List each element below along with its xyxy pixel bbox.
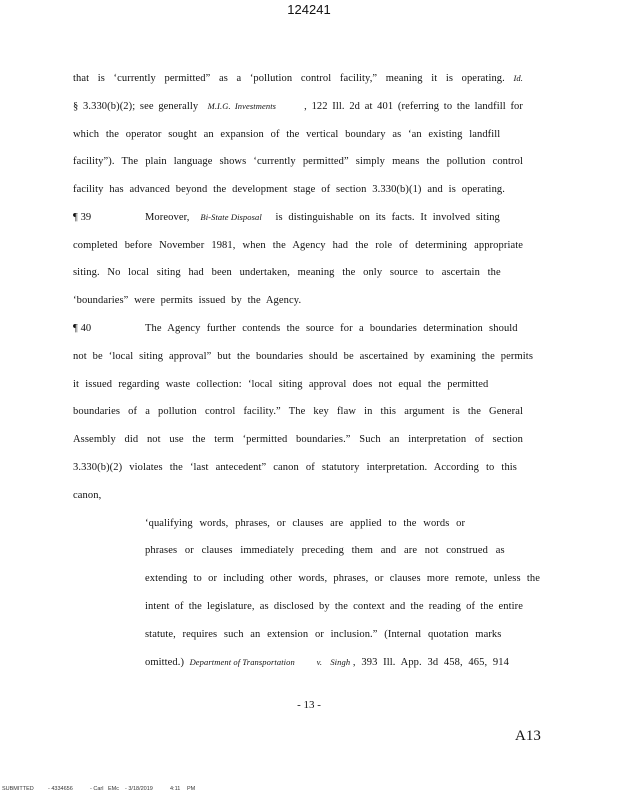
case-number-header: 124241 [287, 2, 331, 17]
footer-date: - 3/18/2019 [125, 786, 153, 792]
body-line-1: that is ‘currently permitted” as a ‘pollution control facility,” meaning it is operating. Id. [73, 73, 523, 84]
paragraph-number: ¶ 39 [73, 212, 92, 223]
body-line-4: facility”). The plain language shows ‘currently permitted” simply means the pollution control [73, 156, 523, 167]
citation: Department of Transportation [189, 657, 295, 667]
body-line-16: canon, [73, 490, 102, 501]
paragraph-40-line: ¶ 40 The Agency further contends the source for a boundaries determination should [73, 323, 518, 334]
citation: Singh [330, 657, 351, 667]
citation: Bi-State Disposal [200, 212, 262, 222]
paragraph-39-line: ¶ 39 Moreover, Bi-State Disposal is distinguishable on its facts. It involved siting [73, 212, 500, 223]
body-line-7: completed before November 1981, when the Agency had the role of determining appropriate [73, 240, 523, 251]
paragraph-number: ¶ 40 [73, 323, 92, 334]
footer-user: - Carl [90, 786, 104, 792]
body-line-11: not be ‘local siting approval” but the boundaries should be ascertained by examining the permits [73, 351, 533, 362]
footer-time: 4:11 [170, 786, 181, 792]
footer-editor: EMc [108, 786, 119, 792]
body-line-8: siting. No local siting had been undertaken, meaning the only source to ascertain the [73, 267, 501, 278]
citation: M.I.G. Investments [207, 101, 277, 111]
body-line-5: facility has advanced beyond the development stage of section 3.330(b)(1) and is operating. [73, 184, 505, 195]
quote-line-2: phrases or clauses immediately preceding them and are not construed as [145, 545, 505, 556]
body-line-9: ‘boundaries” were permits issued by the Agency. [73, 295, 302, 306]
exhibit-label: A13 [515, 728, 541, 744]
body-line-2: § 3.330(b)(2); see generally M.I.G. Investments , 122 Ill. 2d at 401 (referring to the landfill for [73, 101, 523, 112]
footer-status: SUBMITTED [2, 786, 34, 792]
quote-line-6: omitted.) Department of Transportation v. Singh , 393 Ill. App. 3d 458, 465, 914 [145, 657, 509, 668]
quote-line-5: statute, requires such an extension or inclusion.” (Internal quotation marks [145, 629, 502, 640]
page-number: - 13 - [297, 699, 321, 711]
body-line-3: which the operator sought an expansion of the vertical boundary as ‘an existing landfill [73, 129, 501, 140]
quote-line-1: ‘qualifying words, phrases, or clauses are applied to the words or [145, 518, 466, 529]
quote-line-4: intent of the legislature, as disclosed by the context and the reading of the entire [145, 601, 523, 612]
body-line-15: 3.330(b)(2) violates the ‘last antecedent” canon of statutory interpretation. According to this [73, 462, 517, 473]
body-line-13: boundaries of a pollution control facility.” The key flaw in this argument is the General [73, 406, 523, 417]
quote-line-3: extending to or including other words, phrases, or clauses more remote, unless the [145, 573, 540, 584]
citation: Id. [513, 73, 523, 83]
body-line-14: Assembly did not use the term ‘permitted boundaries.” Such an interpretation of section [73, 434, 523, 445]
body-line-12: it issued regarding waste collection: ‘local siting approval does not equal the permitted [73, 379, 489, 390]
footer-id: - 4334656 [48, 786, 73, 792]
footer-ampm: PM [187, 786, 196, 792]
